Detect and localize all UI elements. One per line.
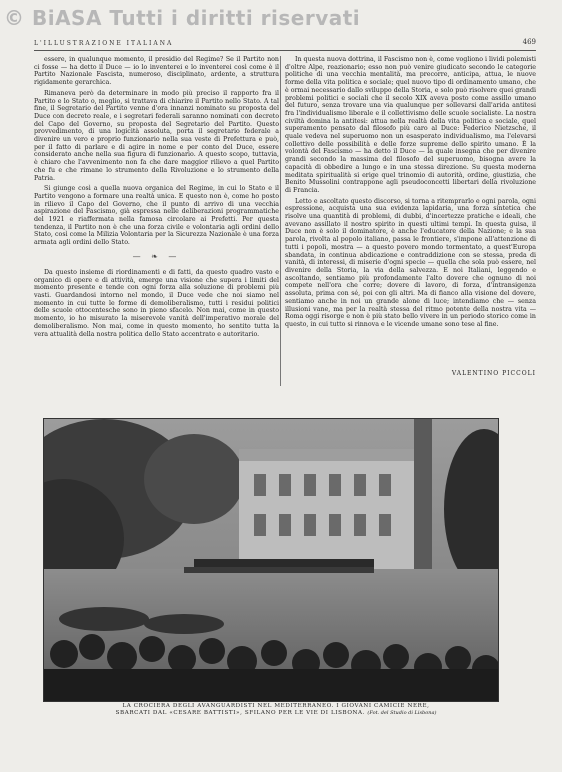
section-ornament: — ❧ — bbox=[132, 251, 181, 261]
author-signature: VALENTINO PICCOLI bbox=[451, 370, 536, 377]
column-divider bbox=[280, 56, 281, 386]
right-column bbox=[285, 56, 536, 332]
paragraph: In questa nuova dottrina, il Fascismo non è, come vogliono i lividi polemisti d'oltre Alpe, reazionario; esso non può venire giudicato secondo le categorie politiche di una vecchia mentalità, ma precorre, anticipa, attua, le nuove forme della vita politica e sociale; quel nuovo tipo di ordinamento umano, che è ormai necessario dallo sviluppo della Storia, e solo può risolvere quei grandi problemi politici e sociali che il secolo XIX aveva posto come assillo umano del futuro, senza trovare una via qualunque per sollevarsi dall'arida antitesi fra l'individualismo liberale e il collettivismo delle scuole socialiste. La nostra civiltà domina la antitesi: attua nella realtà della vita politica e sociale, quel superamento pensato dal filosofo più caro al Duce: Federico Nietzsche, il quale vedeva nel superuomo non un esasperato individualismo, ma l'elevarsi collettivo delle possibilità e delle forze supreme dello spirito umano. È la volontà del Fascismo — ha detto il Duce — la quale insegna che per divenire grandi secondo la massima del filosofo del superuomo, bisogna avere la capacità di obbedire a lungo e in una stessa direzione. Su questa moderna meditata spiritualità si erige quel trinomio di autorità, ordine, giustizia, che Benito Mussolini contrappone agli pseudoconcetti libertari della rivoluzione di Francia. bbox=[285, 56, 536, 194]
photo-illustration bbox=[44, 419, 498, 701]
page-number: 469 bbox=[522, 38, 536, 46]
photo-caption bbox=[66, 703, 486, 717]
caption-line: LA CROCIERA DEGLI AVANGUARDISTI NEL MEDITERRANEO. I GIOVANI CAMICIE NERE, bbox=[122, 703, 430, 709]
parade-photograph bbox=[43, 418, 499, 702]
paragraph: Si giunge così a quella nuova organica del Regime, in cui lo Stato e il Partito vengono a formare una realtà unica. E questo non è, come ho posto in rilievo il Capo del Governo, che il punto di arrivo di una vecchia aspirazione del Fascismo, già espressa nelle deliberazioni programmatiche del 1921 e riaffermata nella famosa circolare ai Prefetti. Per questa tendenza, il Partito non è che una forza civile e volontaria agli ordini dello Stato, così come la Milizia Volontaria per la Sicurezza Nazionale è una forza armata agli ordini dello Stato. bbox=[34, 185, 279, 247]
running-head: L'ILLUSTRAZIONE ITALIANA bbox=[34, 40, 174, 47]
paragraph: Da questo insieme di riordinamenti e di fatti, da questo quadro vasto e organico di opere e di attività, emerge una visione che supera i limiti del momento presente e tende con ogni forza alla soluzione di problemi più vasti. Guardandosi intorno nel mondo, il Duce vede che noi siamo nel momento in cui tutte le forme di demoliberalismo, tutti i residui politici delle scuole ottocentesche sono in pieno sfacelo. Non mai, come in questo momento, io ho misurato la miserevole vanità dell'imperativo morale del demoliberalismo. Non mai, come in questo momento, ho sentito tutta la vera attualità della nostra politica dello Stato accentrato e autoritario. bbox=[34, 268, 279, 338]
paragraph: Rimaneva però da determinare in modo più preciso il rapporto fra il Partito e lo Stato o, meglio, si trattava di chiarire il Partito nello Stato. A tal fine, il Segretario del Partito venne d'ora innanzi nominato su proposta del Duce con decreto reale, e i segretari federali saranno nominati con decreto del Capo del Governo, su proposta del Segretario del Partito. Questo provvedimento, di una logicità assoluta, porta il segretario federale a divenire un vero e proprio funzionario nella sua veste di Prefettura e può, per il fatto di parlare e di agire in nome e per conto del Duce, essere considerato anche nella sua figura di funzionario. A questo scopo, tuttavia, è chiaro che l'avvenimento non fa che dare maggior rilievo a quel Partito che fu e che rimane lo strumento della Rivoluzione e lo strumento della Patria. bbox=[34, 89, 279, 182]
photo-credit: (Fot. del Studio di Lisbona) bbox=[367, 710, 437, 716]
paragraph: Letto e ascoltato questo discorso, si torna a ritemprarlo e ogni parola, ogni espressione, acquista una sua evidenza lapidaria, una forza sintetica che risolve una quantità di problemi, di dubbi, d'incertezze pratiche e ideali, che avevano assillato il nostro spirito in questi ultimi tempi. In questa guisa, il Duce non è solo il dominatore, è anche l'educatore della Nazione; e la sua parola, rivolta al popolo italiano, passa le frontiere, s'impone all'attenzione di tutti i popoli, mostra — a questo povero mondo tormentato, a quest'Europa sbandata, in continua abdicazione e contraddizione con se stessa, preda di vanità, di interessi, di miserie d'ogni specie — quella che sola può essere, nel divenire della Storia, la via della salvezza. E noi Italiani, leggendo e ascoltando, sentiamo più profondamente l'alto dovere che ognuno di noi compete nell'ora che corre; dovere di lavoro, di forza, d'intransigenza assoluta, prima con sé, poi con gli altri. Ma di fianco alla visione del dovere, sentiamo anche in noi un grande alone di luce; intendiamo che — senza illusioni vane, ma per la realtà stessa del ritmo potente della nostra vita — Roma oggi risorge e non è più stato bello vivere in un periodo storico come in questo, in cui tutto si rinnova e le vicende umane sono tese al fine. bbox=[285, 197, 536, 328]
left-column bbox=[34, 56, 279, 341]
paragraph: essere, in qualunque momento, il presidio del Regime? Se il Partito non ci fosse — ha detto il Duce — io lo inventerei e lo inventerei così come è il Partito Nazionale Fascista, numeroso, disciplinato, ardente, a struttura rigidamente gerarchica. bbox=[34, 56, 279, 87]
copyright-watermark: © BiASA Tutti i diritti riservati bbox=[4, 6, 361, 30]
header-rule bbox=[34, 50, 536, 51]
caption-text: SBARCATI DAL «CESARE BATTISTI», SFILANO PER LE VIE DI LISBONA. bbox=[115, 710, 366, 716]
caption-line bbox=[66, 710, 486, 717]
